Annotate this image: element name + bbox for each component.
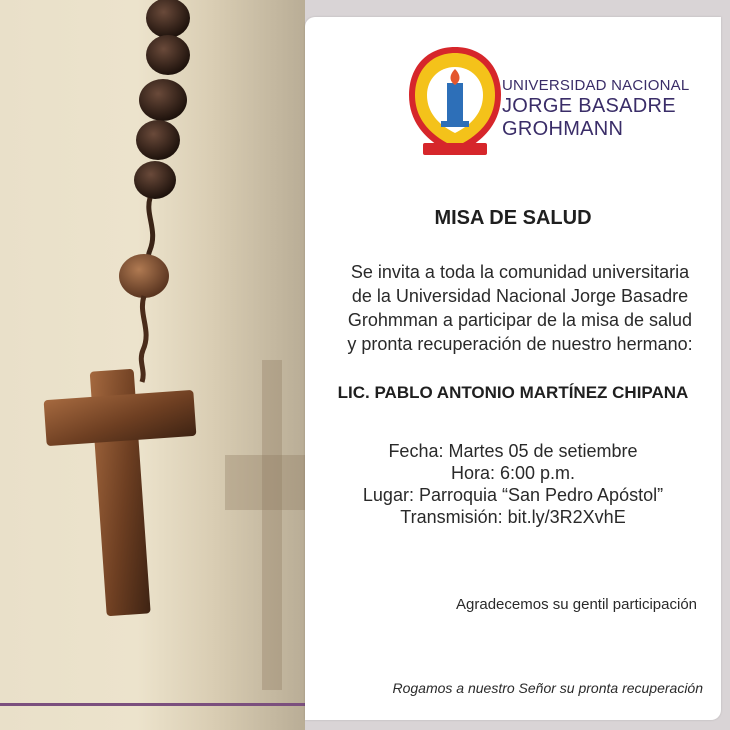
event-title: MISA DE SALUD	[434, 207, 592, 229]
university-name	[502, 77, 689, 141]
event-stream-link[interactable]: Transmisión: bit.ly/3R2XvhE	[400, 507, 626, 527]
event-place: Lugar: Parroquia “San Pedro Apóstol”	[362, 485, 664, 505]
thanks-note: Agradecemos su gentil participación	[456, 596, 697, 613]
university-name-line1: UNIVERSIDAD NACIONAL	[502, 77, 690, 94]
rosary-photo	[0, 0, 305, 730]
invitation-text	[335, 260, 705, 356]
university-crest-icon	[403, 43, 507, 161]
university-name-line2: JORGE BASADRE	[502, 95, 676, 117]
honoree-name: LIC. PABLO ANTONIO MARTÍNEZ CHIPANA	[337, 383, 689, 402]
event-time: Hora: 6:00 p.m.	[450, 463, 576, 483]
closing-prayer: Rogamos a nuestro Señor su pronta recuperación	[392, 680, 703, 696]
event-details	[305, 440, 721, 528]
university-logo	[403, 43, 507, 161]
accent-divider	[0, 703, 305, 706]
invitation-line: y pronta recuperación de nuestro hermano:	[347, 334, 693, 354]
invitation-card	[305, 17, 721, 720]
invitation-line: de la Universidad Nacional Jorge Basadre	[351, 286, 689, 306]
rosary-cross-illustration	[0, 0, 305, 730]
invitation-line: Grohmman a participar de la misa de salud	[347, 310, 693, 330]
event-date: Fecha: Martes 05 de setiembre	[388, 441, 638, 461]
invitation-line: Se invita a toda la comunidad universitaria	[350, 262, 690, 282]
university-name-line3: GROHMANN	[502, 118, 624, 140]
